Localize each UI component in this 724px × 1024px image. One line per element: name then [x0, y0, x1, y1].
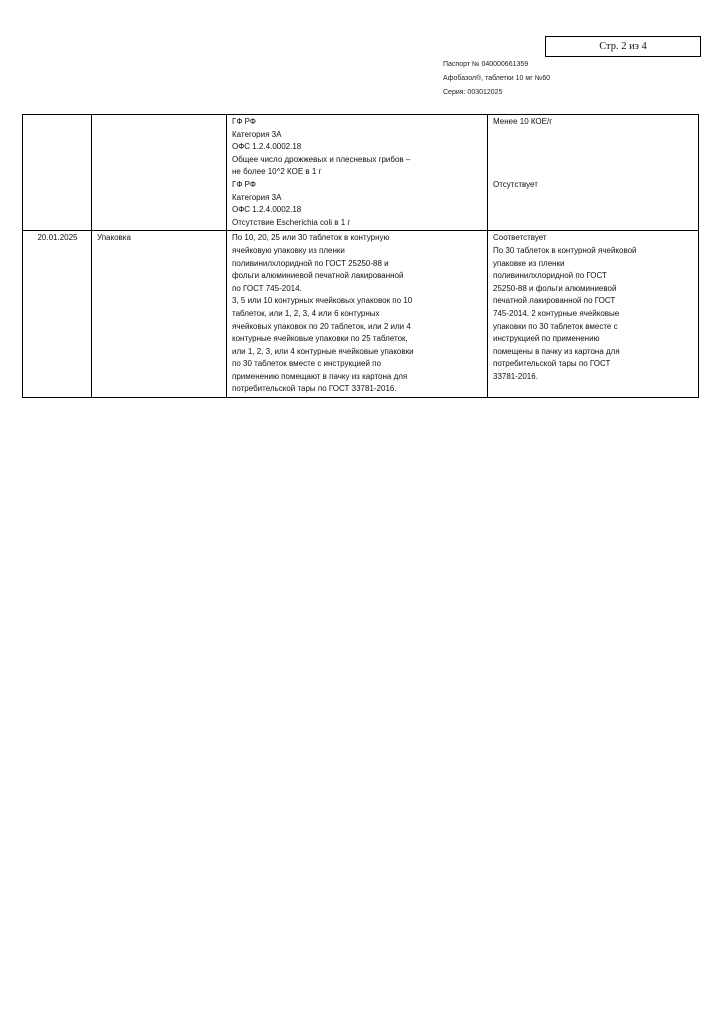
spec-line: или 1, 2, 3, или 4 контурные ячейковые упаковки	[232, 346, 414, 356]
result-line: потребительской тары по ГОСТ	[493, 359, 611, 369]
spec-line: Отсутствие Escherichia coli в 1 г	[232, 217, 351, 227]
result-cell	[488, 231, 699, 398]
result-spacer	[493, 129, 694, 179]
date-cell: 20.01.2025	[23, 231, 92, 398]
result-line: По 30 таблеток в контурной ячейковой	[493, 245, 637, 255]
result-line: упаковки по 30 таблеток вместе с	[493, 321, 618, 331]
spec-line: фольги алюминиевой печатной лакированной	[232, 271, 404, 281]
spec-line: применению помещают в пачку из картона для	[232, 371, 408, 381]
spec-line: 3, 5 или 10 контурных ячейковых упаковок по 10	[232, 296, 413, 306]
spec-cell	[227, 115, 488, 231]
table-row	[23, 115, 699, 231]
spec-line: контурные ячейковые упаковки по 25 таблеток,	[232, 334, 408, 344]
spec-line: Категория 3А	[232, 129, 282, 139]
spec-line: таблеток, или 1, 2, 3, 4 или 6 контурных	[232, 308, 380, 318]
result-line: помещены в пачку из картона для	[493, 346, 620, 356]
spec-line: Общее число дрожжевых и плесневых грибов –	[232, 154, 411, 164]
result-line: 33781-2016.	[493, 371, 538, 381]
test-name-cell	[92, 115, 227, 231]
spec-line: ГФ РФ	[232, 179, 256, 189]
spec-cell	[227, 231, 488, 398]
result-line: Отсутствует	[493, 179, 538, 189]
result-line: 745-2014. 2 контурные ячейковые	[493, 308, 620, 318]
spec-line: ячейковых упаковок по 20 таблеток, или 2 или 4	[232, 321, 411, 331]
result-line: Соответствует	[493, 233, 547, 243]
spec-line: ОФС 1.2.4.0002.18	[232, 205, 302, 215]
result-line: печатной лакированной по ГОСТ	[493, 296, 616, 306]
test-name-cell: Упаковка	[92, 231, 227, 398]
result-line: Менее 10 КОЕ/г	[493, 117, 553, 126]
spec-line: по ГОСТ 745-2014.	[232, 283, 302, 293]
result-cell	[488, 115, 699, 231]
passport-number: Паспорт № 040000661359	[443, 61, 529, 68]
spec-line: по 30 таблеток вместе с инструкцией по	[232, 359, 381, 369]
page-number: Стр. 2 из 4	[599, 41, 647, 52]
page-number-box	[545, 36, 701, 57]
passport-header	[443, 58, 550, 100]
result-line: поливинилхлоридной по ГОСТ	[493, 271, 607, 281]
spec-line: ячейковую упаковку из пленки	[232, 245, 345, 255]
spec-line: Категория 3А	[232, 192, 282, 202]
spec-line: ОФС 1.2.4.0002.18	[232, 142, 302, 152]
series-number: Серия: 003012025	[443, 89, 503, 96]
date-cell	[23, 115, 92, 231]
test-results-table	[22, 114, 699, 398]
product-name: Афобазол®, таблетки 10 мг №60	[443, 75, 550, 82]
spec-line: ГФ РФ	[232, 117, 256, 126]
spec-line: поливинилхлоридной по ГОСТ 25250-88 и	[232, 258, 389, 268]
spec-line: не более 10^2 КОЕ в 1 г	[232, 167, 322, 177]
table-row	[23, 231, 699, 398]
spec-line: потребительской тары по ГОСТ 33781-2016.	[232, 384, 397, 394]
spec-line: По 10, 20, 25 или 30 таблеток в контурную	[232, 233, 390, 243]
result-line: инструкцией по применению	[493, 334, 600, 344]
result-line: упаковке из пленки	[493, 258, 565, 268]
result-line: 25250-88 и фольги алюминиевой	[493, 283, 617, 293]
